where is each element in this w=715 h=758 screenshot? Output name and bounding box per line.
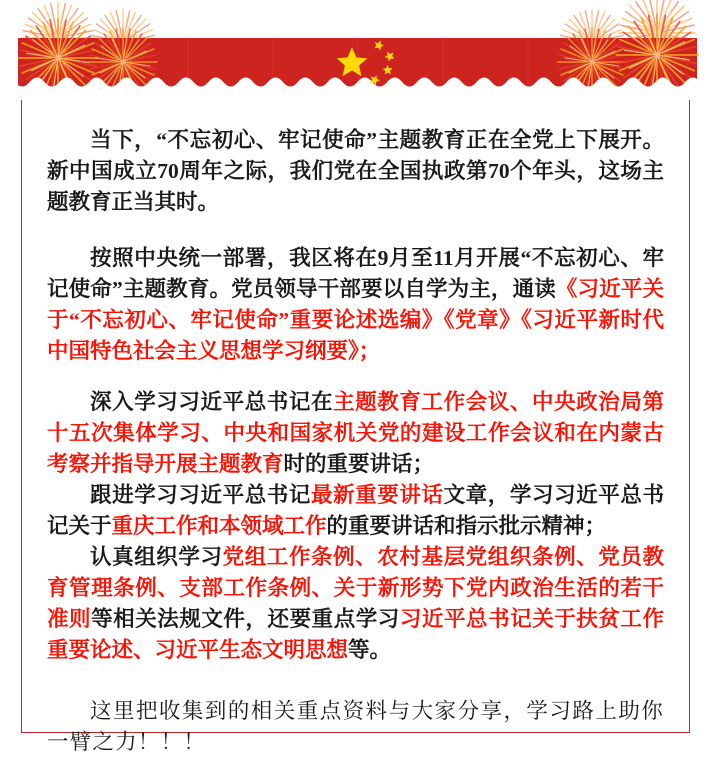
text-run-highlight: ； (358, 339, 381, 363)
text-run-highlight: 党组工作条例、农村基层党组织条例、党员教育管理条例、支部工作条例、关于新形势下党内政治生活的若干准则 (47, 545, 664, 631)
text-run-highlight: 主题教育工作会议、中央政治局第十五次集体学习、中央和国家机关党的建设工作会议和在内蒙古考察并指导开展主题教育 (47, 390, 664, 476)
text-run-plain: 跟进学习习近平总书记 (90, 483, 311, 507)
text-run-plain: 深入学习习近平总书记在 (90, 390, 334, 414)
paragraph-1 (47, 125, 664, 218)
text-run-plain: 的重要讲话和指示批示精神； (326, 514, 607, 538)
text-run-plain: 认真组织学习 (90, 545, 223, 569)
text-run-highlight: 最新重要讲话 (310, 483, 444, 507)
text-run-plain: 这里把收集到的相关重点资料与大家分享，学习路上助你一臂之力！！！ (47, 699, 664, 754)
text-run-plain: 时的重要讲话； (283, 452, 435, 476)
text-run-plain: 文章，学习习近平总书记关于 (47, 483, 664, 538)
text-run-highlight: 《习近平关于“不忘初心、牢记使命”重要论述选编》《党章》《习近平新时代中国特色社会主义思想学习纲要》 (47, 277, 664, 363)
paragraph-6-closing (47, 696, 664, 758)
text-run-highlight: 习近平总书记关于扶贫工作重要论述、习近平生态文明思想 (47, 607, 664, 662)
document-body (21, 100, 690, 758)
paragraph-2 (47, 243, 664, 367)
paragraph-3 (47, 387, 664, 480)
paragraph-5 (47, 542, 664, 666)
text-run-plain: 等相关法规文件，还要重点学习 (91, 607, 400, 631)
text-run-highlight: 重庆工作和本领域工作 (111, 514, 327, 538)
paragraph-4 (47, 480, 664, 542)
text-run-plain: 当下，“不忘初心、牢记使命”主题教育正在全党上下展开。新中国成立70周年之际，我们党在全国执政第70个年头，这场主题教育正当其时。 (47, 128, 664, 214)
text-run-plain: 等。 (348, 638, 392, 662)
text-run-plain: 按照中央统一部署，我区将在9月至11月开展“不忘初心、牢记使命”主题教育。党员领导干部要以自学为主，通读 (47, 246, 664, 301)
